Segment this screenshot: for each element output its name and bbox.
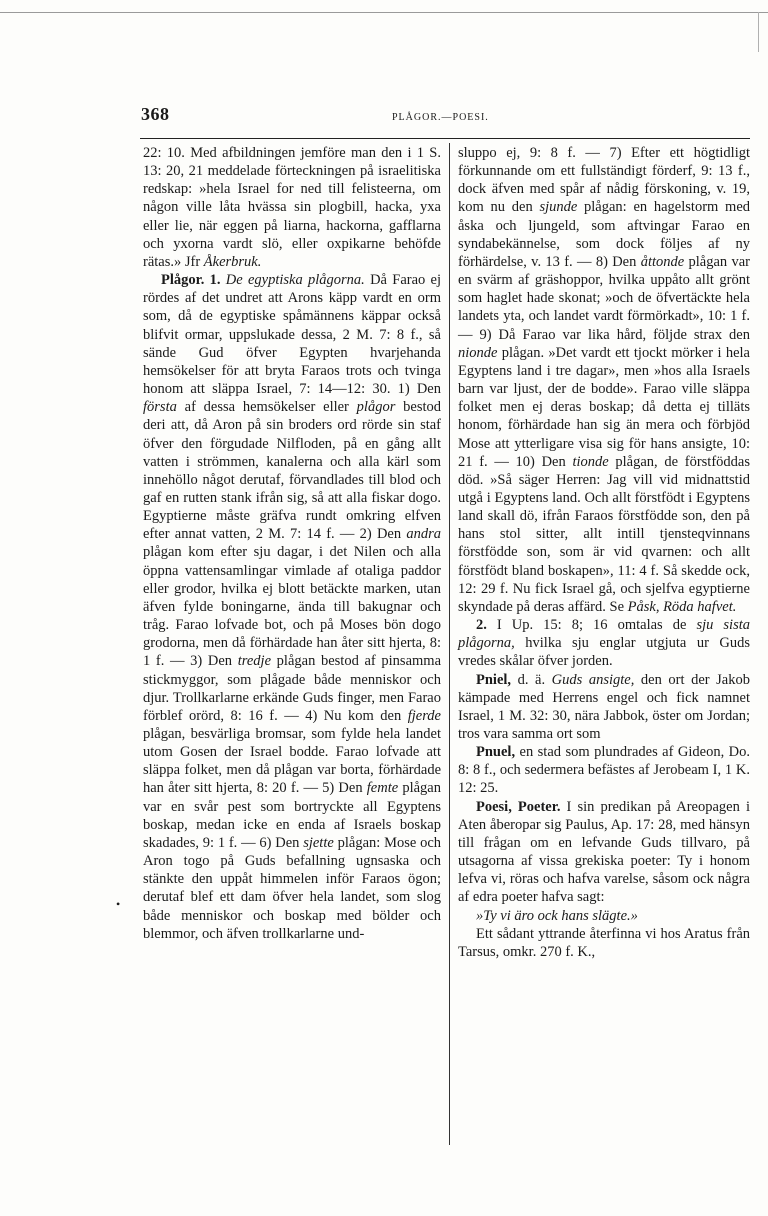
text-run: sluppo ej, 9: 8 f. — 7) Efter ett högtidligt förkunnande om ett fullständigt förderf, 9: 13 f., dock äfven med spår af nådig förskoning, v. 19, kom nu den <box>458 145 750 216</box>
paragraph-aratus <box>458 925 750 961</box>
text-run: Ett sådant yttrande återfinna vi hos Aratus från Tarsus, omkr. 270 f. K., <box>458 925 750 960</box>
entry-pniel <box>458 671 750 744</box>
emphasis: sju sista plågorna, <box>458 617 750 652</box>
entry-headword: Pniel, <box>476 671 512 688</box>
text-run: plågan var en svärm af gräshoppor, hvilka uppåto allt grönt som haglet hade skonat; »och de öfvertäckte hela landets yta, och landet vardt förmörkadt», 10: 1 f. — 9) Då Farao var lika hård, följde strax den <box>458 253 750 343</box>
emphasis: plågor <box>356 399 396 416</box>
text-run: plågan var en svår pest som bortryckte all Egyptens boskap, medan icke en enda af Israels boskap skadades, 9: 1 f. — 6) Den <box>143 780 441 851</box>
paragraph-tillverkning-continued <box>143 144 441 271</box>
section-number: 2. <box>476 617 487 634</box>
scan-edge-right <box>758 12 759 52</box>
text-run: plågan, de förstföddas död. »Så säger Herren: Jag vill vid midnattstid utgå i Egyptens land. Och allt förstfödt i Egyptens land skall dö, ifrån Faraos förstfödde son, den på hans stol sitter, allt intill tjensteqvinnans förstfödde son, som är vid qvarnen: och allt förstfödt bland boskapen», 11: 4 f. Så skedde ock, 12: 29 f. Nu fick Israel gå, och sjelfva egyptierne skyndade på deras affärd. Se <box>458 453 750 615</box>
text-run: af dessa hemsökelser eller <box>176 399 357 416</box>
cross-reference: Påsk, Röda hafvet. <box>627 598 737 615</box>
text-run: I Up. 15: 8; 16 omtalas de <box>486 617 697 634</box>
text-run: plågan: Mose och Aron togo på Guds befallning ugnsaska och stänkte den uppåt himmelen inför Faraos ögon; derutaf blef ett dam öfver hela landet, som slog både menniskor och boskap med bölder och blemmor, och äfven trollkarlarne und- <box>143 834 442 942</box>
scan-edge-top <box>0 12 768 13</box>
text-run: bestod deri att, då Aron på sin broders ord rörde sin staf öfver den förgudade Nilfloden, på en gång allt vatten i strömmen, kanalerna och alla kärl som innehöllo något derutaf, förvandlades till blod och gaf en rutten stank ifrån sig, så att alla fiskar dogo. Egyptierne måste gräfva rundt omkring elfven efter annat vatten, 2 M. 7: 14 f. — 2) Den <box>143 399 441 543</box>
entry-poesi <box>458 798 750 907</box>
emphasis: andra <box>406 526 441 543</box>
entry-plagor-continued <box>458 144 750 616</box>
text-run: hvilka sju englar utgjuta ur Guds vredes skålar öfver jorden. <box>458 635 750 670</box>
entry-headword: Pnuel, <box>476 744 516 761</box>
text-run: en stad som plundrades af Gideon, Do. 8: 8 f., och sedermera befästes af Jerobeam I, 1 K. 12: 25. <box>458 744 750 797</box>
left-column <box>143 144 441 943</box>
quotation <box>458 907 750 925</box>
text-run: plågan, besvärliga bromsar, som fylde hela landet utom Gosen der Israel bodde. Farao lofvade att släppa folket, men då plågan var borta, förhärdade han åter sitt hjerta, 8: 20 f. — 5) Den <box>143 726 441 797</box>
emphasis: fjerde <box>407 707 441 724</box>
cross-reference: Åkerbruk. <box>203 253 262 270</box>
emphasis: tionde <box>572 453 609 470</box>
section-two <box>458 616 750 670</box>
running-head: PLÅGOR.—POESI. <box>392 112 489 123</box>
page-number: 368 <box>141 104 170 124</box>
text-run: plågan. »Det vardt ett tjockt mörker i hela Egyptens land i tre dagar», men »hos alla Israels barn var ljust, der de bodde». Farao ville släppa folket men ej deras boskap; då detta ej tilläts honom, förhärdade han sig än mera och förbjöd Mose att ytterligare visa sig för hans ansigte, 10: 21 f. — 10) Den <box>458 344 750 470</box>
emphasis: tredje <box>237 653 272 670</box>
entry-headword: Poesi, Poeter. <box>476 798 561 815</box>
text-run: plågan bestod af pinsamma stickmyggor, som plågade både menniskor och djur. Trollkarlarne erkände Guds finger, men Farao förblef orörd, 8: 16 f. — 4) Nu kom den <box>143 653 441 724</box>
header-rule <box>140 138 750 139</box>
section-title: De egyptiska plågorna. <box>225 272 365 289</box>
right-column <box>458 144 750 961</box>
emphasis: sjette <box>303 834 334 851</box>
text-run: plågan: en hagelstorm med åska och ljungeld, som aftvingar Farao en syndabekännelse, som dock följes af ny förhärdelse, v. 13 f. — 8) Den <box>458 199 751 270</box>
emphasis: femte <box>366 780 399 797</box>
text-run: 22: 10. Med afbildningen jemföre man den i 1 S. 13: 20, 21 meddelade förteckningen på israelitiska redskap: »hela Israel for ned till felisteerna, om någon ville låta hvässa sin plogbill, hacka, yxa eller lie, när eggen på liarna, hackorna, gafflarna och yxorna vardt slö, eller oxpikarne behöfde rätas.» Jfr <box>143 145 441 270</box>
section-number: 1. <box>204 272 226 289</box>
text-run: den ort der Jakob kämpade med Herrens engel och fick namnet Israel, 1 M. 32: 30, nära Jabbok, öster om Jordan; tros vara samma ort som <box>458 671 750 742</box>
column-divider <box>449 143 450 1145</box>
text-run: plågan kom efter sju dagar, i det Nilen och alla öppna vattensamlingar vimlade af otaliga paddor eller grodor, hvilka ej blott betäckte marken, utan äfven fylde boningarne, ända till bakugnar och tråg. Farao lofvade bot, och på Moses bön dogo grodorna, men då förhärdade han åter sitt hjerta, 8: 1 f. — 3) Den <box>143 544 441 670</box>
entry-pnuel <box>458 743 750 797</box>
emphasis: nionde <box>458 344 498 361</box>
text-run: I sin predikan på Areopagen i Aten åberopar sig Paulus, Ap. 17: 28, med hänsyn till frågan om en lefvande Guds tillvaro, på utsagorna af vissa grekiska poeter: Ty i honom lefva vi, röras och hafva varelse, såsom ock några af edra poeter hafva sagt: <box>458 798 750 906</box>
entry-headword: Plågor. <box>161 272 205 289</box>
emphasis: första <box>143 399 177 416</box>
emphasis: sjunde <box>539 199 578 216</box>
emphasis: Guds ansigte, <box>551 671 635 688</box>
margin-bullet: • <box>116 897 121 911</box>
text-run: Då Farao ej rördes af det undret att Arons käpp vardt en orm som, då de egyptiske spåmännens käppar också blifvit ormar, uppslukade dessa, 2 M. 7: 8 f., så sände Gud öfver Egypten hvarjehanda hemsökelser för att bryta Faraos trots och tvinga honom att släppa Israel, 7: 14—12: 30. 1) Den <box>143 272 442 398</box>
entry-plagor <box>143 271 441 943</box>
text-run: d. ä. <box>511 671 552 688</box>
quoted-verse: »Ty vi äro ock hans slägte.» <box>476 907 638 924</box>
emphasis: åttonde <box>640 253 685 270</box>
